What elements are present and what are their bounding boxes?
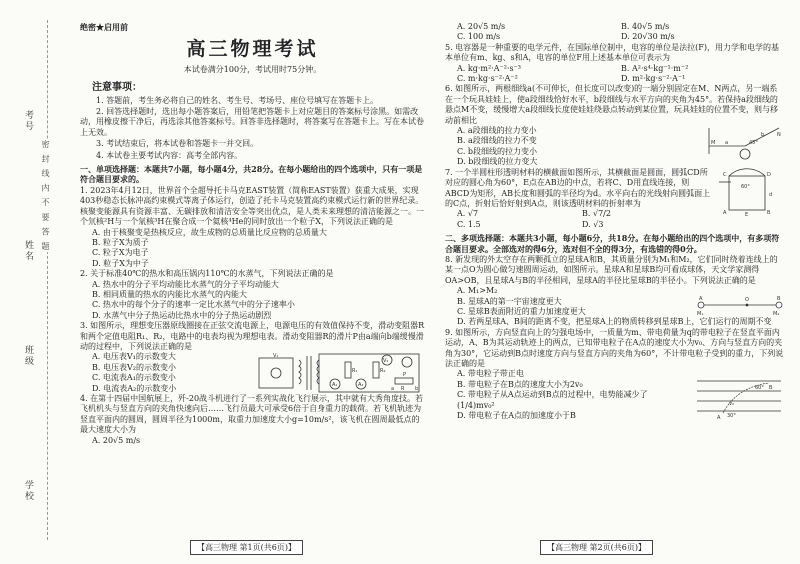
right-column: [445, 22, 785, 421]
option-d: D. 水蒸气中分子热运动比热水中的分子热运动剧烈: [92, 310, 272, 320]
option-b: B. √7/2: [582, 209, 611, 219]
class-label: 班级: [23, 345, 33, 367]
label-a2: A₂: [358, 382, 364, 388]
label-e: E: [745, 211, 749, 218]
option-a: A. 20√5 m/s: [457, 22, 506, 31]
seal-line-text: 密 封 线 内 不 要 答 题: [41, 140, 50, 252]
option-b: B. 相同质量的热水的内能比水蒸气的内能大: [92, 289, 247, 299]
option-c: C. 100 m/s: [457, 32, 501, 42]
footer-page-1: 【高三物理 第1页(共6页)】: [190, 540, 303, 555]
label-b: b: [415, 386, 419, 392]
left-column: [80, 22, 425, 446]
label-a: A: [723, 209, 727, 216]
option-d: D. b段细线的拉力变大: [457, 157, 538, 167]
transformer-circuit-figure: [255, 348, 425, 396]
exam-no-label: 考号: [23, 110, 33, 132]
label-d-length: d: [769, 191, 773, 198]
label-v2: V₂: [383, 358, 389, 364]
label-b: B: [777, 295, 781, 302]
notice-item: 1. 答题前，考生务必将自己的姓名、考生号、考场号、座位号填写在答题卡上。: [96, 95, 379, 105]
hanging-doll-figure: [705, 124, 785, 168]
option-c: C. 粒子X为电子: [92, 248, 149, 258]
question-4-continued: [445, 22, 785, 43]
question-9: [445, 328, 785, 422]
label-angle: 45°: [749, 139, 758, 146]
option-c: C. b段细线的拉力变小: [457, 146, 538, 156]
binding-margin: [0, 0, 68, 564]
option-c: C. 星球B表面附近的重力加速度更大: [457, 306, 586, 316]
option-c: C. 1.5: [457, 219, 481, 229]
label-a: a: [391, 386, 395, 392]
label-a: A: [717, 415, 721, 422]
option-c: C. 带电粒子从A点运动到B点的过程中，电势能减少了(1/4)mv₀²: [457, 390, 648, 410]
label-c: C: [723, 171, 727, 178]
school-label: 学校: [23, 480, 33, 502]
label-b: B: [767, 209, 771, 216]
name-label: 姓名: [23, 240, 33, 262]
option-d: D. 若两星球A、B间的距离不变，把星球A上的物质转移到星球B上，它们运行的周期不变: [457, 317, 772, 327]
option-a: A. 热水中的分子平均动能比水蒸气的分子平均动能大: [92, 279, 279, 289]
question-3: [80, 321, 425, 394]
seal-line: [47, 20, 48, 540]
label-v0: v₀: [729, 401, 734, 408]
question-stem: 5. 电容器是一种重要的电学元件，在国际单位制中，电容的单位是法拉(F)，用力学和电学的基本单位有m、kg、s和A，电容的单位F用上述基本单位可表示为: [445, 42, 779, 63]
section-2-heading: 二、多项选择题：本题共3小题，每小题6分，共18分。在每小题给出的四个选项中，有多项符合题目要求。全部选对的得6分，选对但不全的得3分，有选错的得0分。: [445, 233, 780, 254]
score-info: 本试卷满分100分，考试用时75分钟。: [183, 64, 322, 74]
option-c: C. m·kg·s⁻²·A⁻²: [457, 74, 518, 84]
option-a: A. 20√5 m/s: [92, 435, 141, 445]
electric-field-figure: [693, 373, 785, 421]
option-b: B. A²·s⁴·kg⁻¹·m⁻²: [621, 63, 689, 73]
option-d: D. m²·kg·s⁻²·A⁻¹: [621, 74, 686, 84]
section-1-heading: 一、单项选择题：本题共7小题，每小题4分，共28分。在每小题给出的四个选项中，只有一项是符合题目要求的。: [80, 164, 423, 185]
notice-item: 2. 回答选择题时，选出每小题答案后，用铅笔把答题卡上对应题目的答案标号涂黑。如需改动，用橡皮擦干净后，再选涂其他答案标号。回答非选择题时，将答案写在答题卡上。写在本试卷上无效。: [80, 107, 424, 137]
footer-page-2: 【高三物理 第2页(共6页)】: [540, 540, 653, 555]
option-d: D. 20√30 m/s: [621, 32, 675, 42]
label-m2: M₂: [773, 310, 780, 317]
option-a: A. √7: [457, 209, 479, 219]
question-stem: 2. 关于标准40℃的热水和高压锅内110℃的水蒸气，下列说法正确的是: [80, 269, 334, 279]
label-a-line: a: [725, 139, 729, 146]
option-a: A. 由于核聚变是热核反应，故生成物的总质量比反应物的总质量大: [92, 227, 327, 237]
option-b: B. 带电粒子在B点的速度大小为2v₀: [457, 379, 583, 389]
option-d: D. 电流表A₂的示数变小: [92, 383, 177, 393]
label-p: P: [403, 372, 407, 378]
question-2: [80, 269, 425, 321]
label-angle: 60°: [741, 183, 750, 190]
notice-heading: 注意事项：: [92, 82, 142, 94]
label-m: M: [711, 139, 716, 146]
option-d: D. 带电粒子在A点的加速度小于B: [457, 411, 576, 421]
label-d: D: [767, 171, 771, 178]
label-a: A: [699, 295, 703, 302]
label-m1: M₁: [697, 310, 704, 317]
question-4: [80, 394, 425, 446]
option-a: A. 带电粒子带正电: [457, 369, 524, 379]
question-stem: 8. 新发现的外太空存在两颗孤立的星球A和B，其质量分别为M₁和M₂，它们同时绕着连线上的某一点O为圆心做匀速圆周运动，如图所示。星球A和星球B均可看成球体，天文学家测得OA>OB，且星球A与B的半径相同，星球A的半径比星球B的半径小。下列说法正确的是: [445, 254, 778, 285]
option-a: A. 电压表V₁的示数变大: [92, 352, 176, 362]
label-b-line: b: [761, 131, 765, 138]
question-stem: 6. 如图所示，两根细线a(不可伸长，但长度可以改变)的一端分别固定在M、N两点，另一端系在一个玩具娃娃上，使a段细线恰好水平，b段细线与水平方向的夹角为45°。若保持a段细线的悬点M不变，缓慢增大a段细线长度使娃娃绕悬点转动到某位置，玩具娃娃的位置不变，则与移动前相比: [445, 84, 778, 125]
option-b: B. 40√5 m/s: [621, 22, 670, 31]
question-stem: 7. 一个半圆柱形透明材料的横截面如图所示，其横截面是圆面，圆弧CD所对应的圆心角为60°，E点在AB边的中点，若将C、D用直线连接，则ABCD为矩形，AB长度和圆弧的半径均为d。水平向右的光线射向圆弧面上的C点，折射后恰好射到A点，则该透明材料的折射率为: [445, 167, 711, 208]
label-o: O: [745, 296, 749, 303]
label-r1: R₁: [352, 368, 358, 374]
question-6: [445, 84, 785, 167]
option-b: B. 星球A的第一宇宙速度更大: [457, 296, 562, 306]
option-b: B. 粒子X为质子: [92, 237, 149, 247]
option-a: A. a段细线的拉力变小: [457, 126, 537, 136]
binary-star-figure: [695, 295, 785, 317]
page-title: 高三物理考试: [186, 38, 319, 61]
option-c: C. 热水中的每个分子的速率一定比水蒸气中的分子速率小: [92, 300, 295, 310]
label-angle-30: 30°: [727, 413, 736, 420]
option-a: A. M₁>M₂: [457, 286, 498, 296]
option-b: B. a段细线的拉力不变: [457, 136, 537, 146]
option-b: B. 电压表V₂的示数变小: [92, 362, 176, 372]
question-1: [80, 186, 425, 269]
question-5: [445, 43, 785, 85]
option-d: D. 粒子X为中子: [92, 258, 149, 268]
question-stem: 3. 如图所示，理想变压器原线圈接在正弦交流电源上，电源电压的有效值保持不变，滑动变阻器R和两个定值电阻R₁、R₂，电路中的电表均视为理想电表。滑动变阻器R的滑片P由a端向b端缓慢滑动的过程中，下列说法正确的是: [80, 321, 425, 351]
notice-item: 4. 本试卷主要考试内容：高考全部内容。: [96, 150, 243, 160]
question-8: [445, 255, 785, 328]
question-7: [445, 168, 785, 230]
option-d: D. √3: [582, 219, 604, 229]
label-a1: A₁: [332, 382, 338, 388]
label-b: B: [769, 385, 773, 392]
label-r2: R₂: [380, 368, 386, 374]
label-n: N: [777, 131, 781, 138]
notice-item: 3. 考试结束后，将本试卷和答题卡一并交回。: [96, 139, 259, 149]
label-r: R: [401, 386, 405, 392]
option-c: C. 电流表A₁的示数变小: [92, 373, 176, 383]
question-stem: 9. 如图所示，方向竖直向上的匀强电场中，一质量为m、带电荷量为q的带电粒子在竖直平面内运动，A、B为其运动轨迹上的两点，已知带电粒子在A点的速度大小为v₀、方向与竖直方向的夹角为30°，它运动到B点时速度方向与竖直方向的夹角为60°，不计带电粒子受到的重力，下列说法正确的是: [445, 327, 784, 368]
semicircle-prism-figure: [719, 168, 785, 220]
secret-label: 绝密★启用前: [80, 22, 128, 32]
notice-block: [80, 83, 425, 161]
question-stem: 1. 2023年4月12日，世界首个全超导托卡马克EAST装置（简称EAST装置）获重大成果，实现403秒稳态长脉冲高约束模式等离子体运行，创造了托卡马克装置高约束模式运行新的世界纪录。核聚变能源具有资源丰富、无碳排放和清洁安全等突出优点，是人类未来理想的清洁能源之一。一个氘核²H与一个氚核³H在聚合成一个氦核⁴He的同时放出一个粒子X，下列说法正确的是: [80, 185, 424, 227]
label-v1: V₁: [273, 353, 279, 359]
question-stem: 4. 在第十四届中国航展上，歼-20战斗机进行了一系列实战化飞行展示，其中就有大秀角度技。若飞机机头与竖直方向的夹角快速向后……飞行员最大可承受6倍于自身重力的载荷。若飞机轨迹为竖直平面内的圆周，圆周半径为1000m，取重力加速度大小g=10m/s²，该飞机在圆周最低点的最大速度大小为: [80, 394, 424, 435]
label-angle-60: 60°: [755, 385, 764, 392]
option-a: A. kg·m²·A⁻²·s⁻³: [457, 63, 521, 73]
